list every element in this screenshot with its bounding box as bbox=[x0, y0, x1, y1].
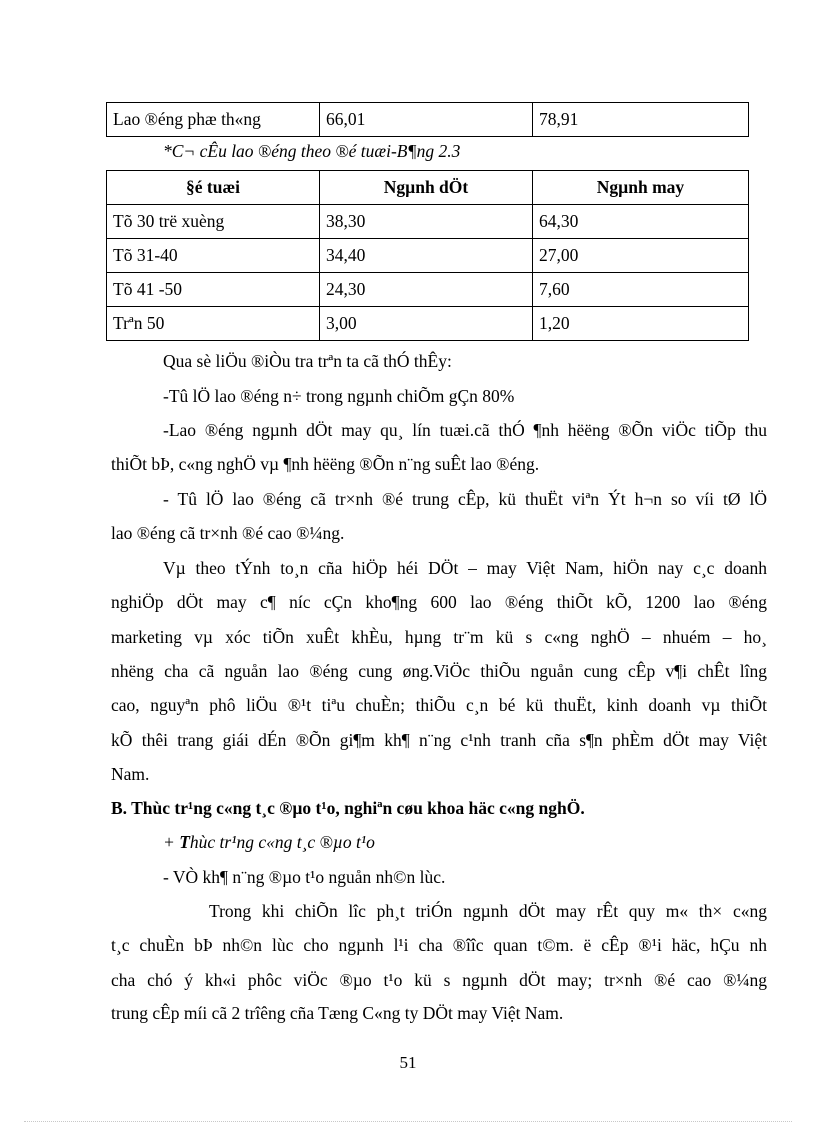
table-cell: 7,60 bbox=[533, 273, 749, 307]
body-text-line: lao ®éng cã tr×nh ®é cao ®¼ng. bbox=[111, 523, 345, 543]
table-cell: Tõ 41 -50 bbox=[107, 273, 320, 307]
labor-type-table bbox=[106, 102, 749, 137]
table-cell: Tõ 31-40 bbox=[107, 239, 320, 273]
table-cell: 64,30 bbox=[533, 205, 749, 239]
table-cell: 24,30 bbox=[320, 273, 533, 307]
table-cell: 34,40 bbox=[320, 239, 533, 273]
body-text-line: nhëng cha cã nguån lao ®éng cung øng.ViÖc thiÕu nguån cung cÊp v¶i chÊt lîng bbox=[111, 661, 767, 681]
table-row bbox=[107, 239, 749, 273]
table-cell: Trªn 50 bbox=[107, 307, 320, 341]
table-row bbox=[107, 307, 749, 341]
body-text-line: Trong khi chiÕn lîc ph¸t triÓn ngµnh dÖt may rÊt quy m« th× c«ng bbox=[209, 901, 767, 921]
table-row bbox=[107, 205, 749, 239]
body-text-line: -Tû lÖ lao ®éng n÷ trong ngµnh chiÕm gÇn 80% bbox=[163, 386, 515, 406]
subsection-heading bbox=[163, 831, 375, 853]
column-header: §é tuæi bbox=[107, 171, 320, 205]
table-row bbox=[107, 103, 749, 137]
body-text-line: - Tû lÖ lao ®éng cã tr×nh ®é trung cÊp, kü thuËt viªn Ýt h¬n so víi tØ lÖ bbox=[163, 489, 767, 509]
table-caption: *C¬ cÊu lao ®éng theo ®é tuæi-B¶ng 2.3 bbox=[163, 141, 461, 161]
body-text-line: -Lao ®éng ngµnh dÖt may qu¸ lín tuæi.cã thÓ ¶nh hëëng ®Õn viÖc tiÕp thu bbox=[163, 420, 767, 440]
table-row bbox=[107, 273, 749, 307]
body-text-line: Vµ theo tÝnh to¸n cña hiÖp héi DÖt – may Việt Nam, hiÖn nay c¸c doanh bbox=[163, 558, 767, 578]
body-text-line: Nam. bbox=[111, 764, 150, 784]
table-cell: 66,01 bbox=[320, 103, 533, 137]
body-text-line: nghiÖp dÖt may c¶ níc cÇn kho¶ng 600 lao ®éng thiÕt kÕ, 1200 lao ®éng bbox=[111, 592, 767, 612]
subsection-initial: T bbox=[179, 832, 190, 852]
body-text-line: t¸c chuÈn bÞ nh©n lùc cho ngµnh l¹i cha ®îîc quan t©m. ë cÊp ®¹i häc, hÇu nh bbox=[111, 935, 767, 955]
subsection-prefix: + bbox=[163, 832, 180, 852]
table-cell: 27,00 bbox=[533, 239, 749, 273]
body-text-line: cao, nguyªn phô liÖu ®¹t tiªu chuÈn; thiÕu c¸n bé kü thuËt, kinh doanh vµ thiÕt bbox=[111, 695, 767, 715]
table-cell: 78,91 bbox=[533, 103, 749, 137]
table-cell: 3,00 bbox=[320, 307, 533, 341]
age-structure-table bbox=[106, 170, 749, 341]
table-cell: 1,20 bbox=[533, 307, 749, 341]
table-header-row bbox=[107, 171, 749, 205]
subsection-text: hùc tr¹ng c«ng t¸c ®µo t¹o bbox=[189, 832, 375, 852]
column-header: Ngµnh may bbox=[533, 171, 749, 205]
body-text-line: marketing vµ xóc tiÕn xuÊt khÈu, hµng tr¨m kü s c«ng nghÖ – nhuém – ho¸ bbox=[111, 627, 767, 647]
body-text-line: kÕ thêi trang giái dÉn ®Õn gi¶m kh¶ n¨ng c¹nh tranh cña s¶n phÈm dÖt may Việt bbox=[111, 730, 767, 750]
table-cell: Lao ®éng phæ th«ng bbox=[107, 103, 320, 137]
body-text-line: trung cÊp míi cã 2 trîêng cña Tæng C«ng ty DÖt may Việt Nam. bbox=[111, 1003, 564, 1023]
page-number: 51 bbox=[399, 1053, 417, 1072]
body-text-line: cha chó ý kh«i phôc viÖc ®µo t¹o kü s ngµnh dÖt may; tr×nh ®é cao ®¼ng bbox=[111, 970, 767, 990]
body-text-line: thiÕt bÞ, c«ng nghÖ vµ ¶nh hëëng ®Õn n¨ng suÊt lao ®éng. bbox=[111, 454, 540, 474]
page-bottom-rule bbox=[24, 1121, 792, 1122]
table-cell: Tõ 30 trë xuèng bbox=[107, 205, 320, 239]
body-text-line: Qua sè liÖu ®iÒu tra trªn ta cã thÓ thÊy: bbox=[163, 351, 452, 371]
body-text-line: - VÒ kh¶ n¨ng ®µo t¹o nguån nh©n lùc. bbox=[163, 867, 446, 887]
column-header: Ngµnh dÖt bbox=[320, 171, 533, 205]
table-cell: 38,30 bbox=[320, 205, 533, 239]
section-heading: B. Thùc tr¹ng c«ng t¸c ®µo t¹o, nghiªn cøu khoa häc c«ng nghÖ. bbox=[111, 798, 585, 818]
